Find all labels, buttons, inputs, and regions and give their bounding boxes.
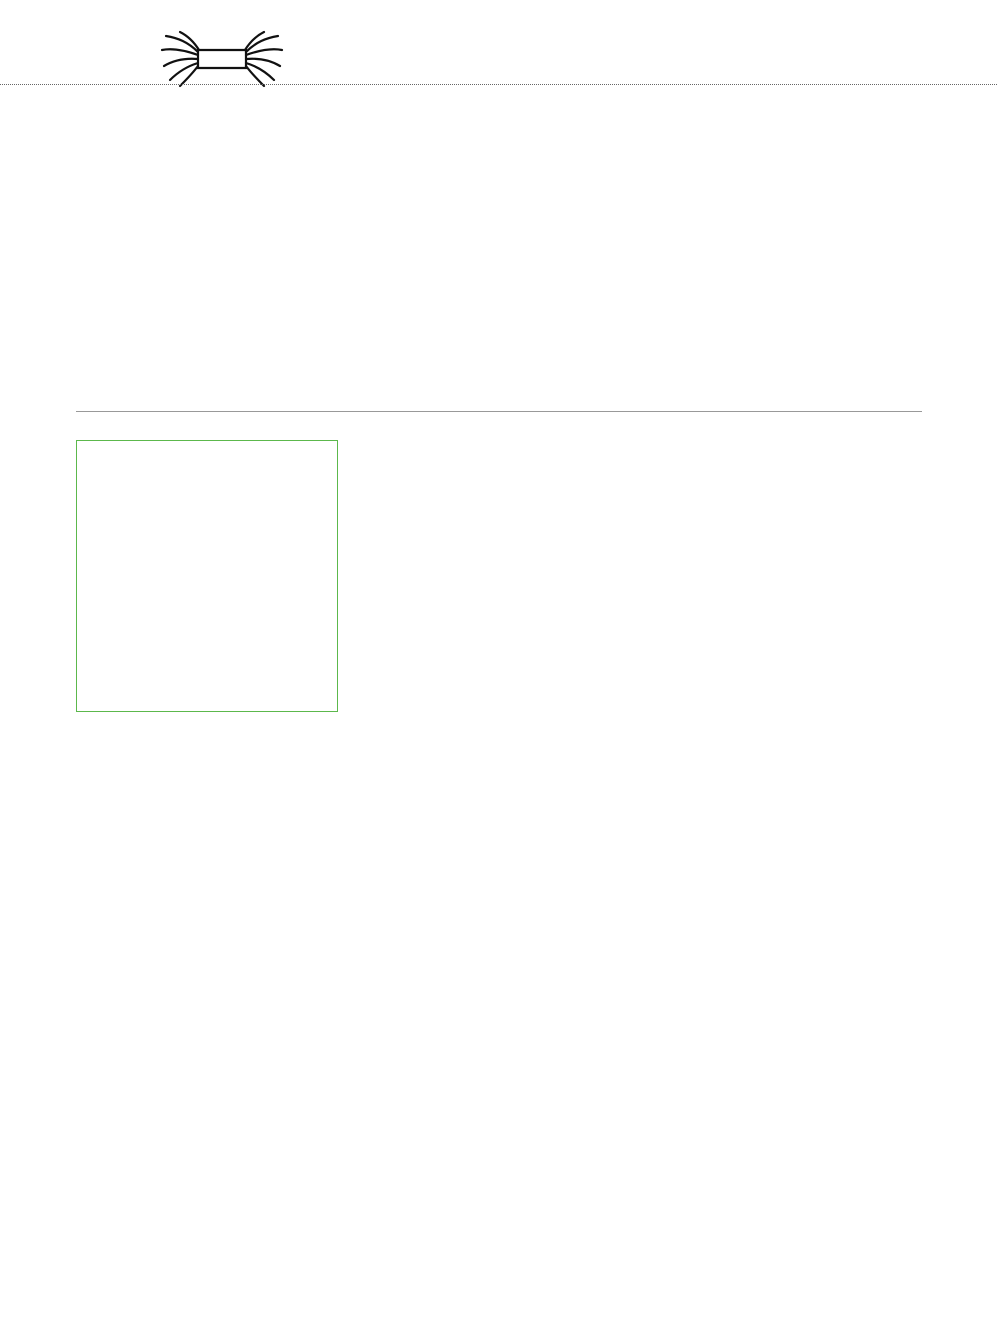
tips-bottom-divider [365,1233,633,1241]
yarn-skein-icon [158,28,286,90]
knitting-chart [650,468,820,1068]
instructions-column-2 [365,440,633,454]
difficulty-divider [76,411,922,412]
difficulty-rating [76,390,84,404]
header-divider [0,84,997,85]
instructions-column-1 [76,743,342,759]
tips-top-divider [365,1067,633,1075]
info-box [76,440,338,712]
